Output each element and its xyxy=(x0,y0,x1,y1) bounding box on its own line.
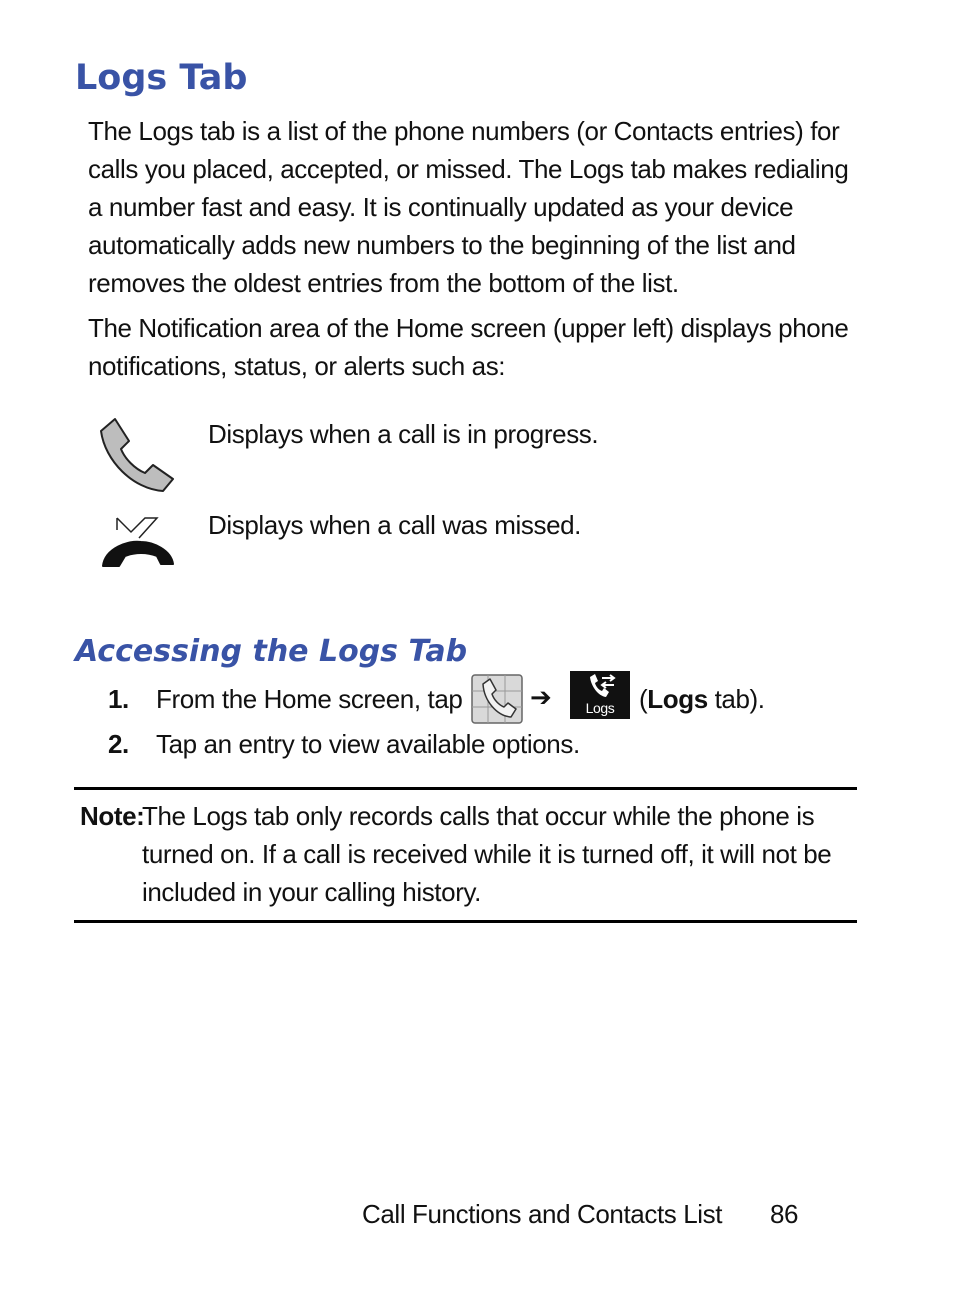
step-item xyxy=(0,680,954,724)
logs-icon-label: Logs xyxy=(585,700,615,716)
page-number: 86 xyxy=(770,1199,799,1229)
notification-paragraph: The Notification area of the Home screen (upper left) displays phone notifications, status, or alerts such as: xyxy=(88,313,849,381)
note-top-rule xyxy=(74,787,857,790)
page-title: Logs Tab xyxy=(75,58,248,98)
call-in-progress-icon xyxy=(95,415,180,500)
icon-description: Displays when a call is in progress. xyxy=(208,419,599,449)
step-text-after: tab). xyxy=(707,684,765,714)
footer-section-title: Call Functions and Contacts List xyxy=(362,1199,723,1229)
note-text: The Logs tab only records calls that occur while the phone is turned on. If a call is received while it is turned off, it will not be included in your calling history. xyxy=(142,801,832,907)
section-title: Accessing the Logs Tab xyxy=(75,634,468,669)
arrow-icon: ➔ xyxy=(530,682,552,712)
note-bottom-rule xyxy=(74,920,857,923)
logs-bold: Logs xyxy=(647,684,708,714)
step-item xyxy=(0,725,954,769)
intro-paragraph: The Logs tab is a list of the phone numbers (or Contacts entries) for calls you placed, accepted, or missed. The Logs tab makes redialing a number fast and easy. It is continually updated as your device automatically adds new numbers to the beginning of the list and removes the oldest entries from the bottom of the list. xyxy=(88,116,849,298)
paren-open: ( xyxy=(639,684,648,714)
step-number: 2. xyxy=(108,729,129,759)
step-number: 1. xyxy=(108,684,129,714)
note-label: Note: xyxy=(80,801,145,831)
step-text: From the Home screen, tap xyxy=(156,684,463,714)
step-text: Tap an entry to view available options. xyxy=(156,729,580,759)
icon-description: Displays when a call was missed. xyxy=(208,510,582,540)
missed-call-icon xyxy=(95,514,180,579)
logs-tab-icon[interactable] xyxy=(570,671,630,729)
